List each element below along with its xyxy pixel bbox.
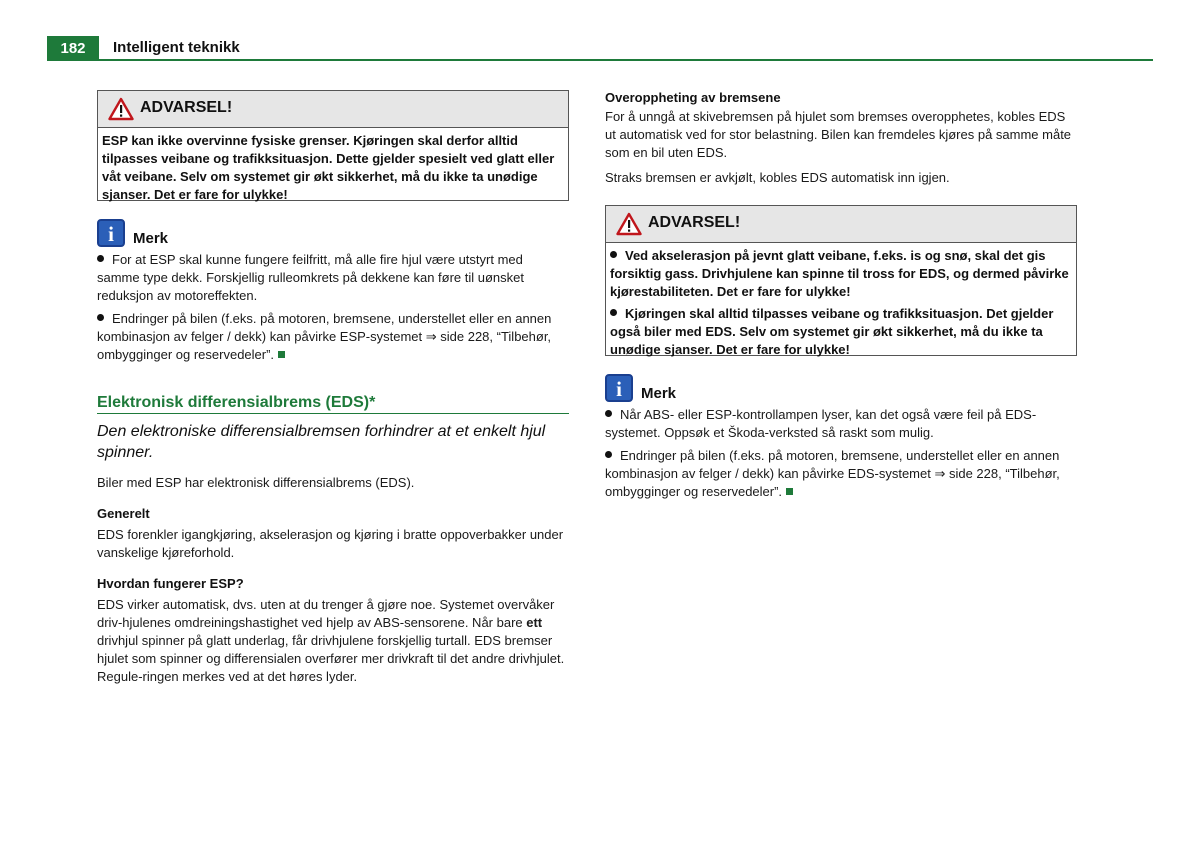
info-icon: i bbox=[605, 374, 633, 402]
warning-box-esp bbox=[97, 90, 569, 201]
warning-text: ESP kan ikke overvinne fysiske grenser. Kjøringen skal derfor alltid tilpasses veibane og trafikksituasjon. Dette gjelder spesielt ved glatt eller våt veibane. Selv om systemet gir økt sikkerhet, må du ikke ta unødige sjanser. Det er fare for ulykke! bbox=[102, 133, 555, 202]
intro-text: Biler med ESP har elektronisk differensialbrems (EDS). bbox=[97, 475, 415, 490]
info-icon: i bbox=[97, 219, 125, 247]
warning-title: ADVARSEL! bbox=[648, 214, 741, 231]
note-title: Merk bbox=[641, 385, 677, 402]
warning-header bbox=[606, 206, 1076, 243]
header-rule bbox=[47, 59, 1153, 61]
note-title: Merk bbox=[133, 230, 169, 247]
warning-triangle-icon bbox=[108, 97, 134, 121]
how-heading: Hvordan fungerer ESP? bbox=[97, 576, 244, 591]
warning-title: ADVARSEL! bbox=[140, 99, 233, 116]
note-item: Når ABS- eller ESP-kontrollampen lyser, kan det også være feil på EDS-systemet. Oppsøk et Škoda-verksted så raskt som mulig. bbox=[605, 407, 1037, 440]
section-title: Elektronisk differensialbrems (EDS)* bbox=[97, 394, 376, 411]
warning-item: Ved akselerasjon på jevnt glatt veibane, f.eks. is og snø, skal det gis forsiktig gass. Drivhjulene kan spinne til tross for EDS, og dermed påvirke kjørestabiliteten. Det er fare for ulykke! bbox=[610, 248, 1069, 299]
section-lead: Den elektroniske differensialbremsen forhindrer at et enkelt hjul spinner. bbox=[97, 423, 546, 461]
section-rule bbox=[97, 413, 569, 414]
how-text: EDS virker automatisk, dvs. uten at du trenger å gjøre noe. Systemet overvåker driv-hjulenes omdreiningshastighet ved hjelp av ABS-sensorene. Når bare ett drivhjul spinner på glatt underlag, får drivhjulene forskjellig turtall. EDS bremser hjulet som spinner og differensialen overfører mer drivkraft til det andre drivhjulet. Regule-ringen merkes ved at det høres lyder. bbox=[97, 597, 565, 684]
bullet-icon bbox=[97, 255, 104, 262]
bullet-icon bbox=[610, 309, 617, 316]
note-item: Endringer på bilen (f.eks. på motoren, bremsene, understellet eller en annen kombinasjon av felger / dekk) kan påvirke EDS-systemet ⇒ side 228, “Tilbehør, ombygginger og reservedeler”. bbox=[605, 448, 1060, 499]
bullet-icon bbox=[605, 410, 612, 417]
bullet-icon bbox=[97, 314, 104, 321]
warning-header bbox=[98, 91, 568, 128]
end-of-section-icon bbox=[278, 351, 285, 358]
warning-box-eds bbox=[605, 205, 1077, 356]
bullet-icon bbox=[610, 251, 617, 258]
bullet-icon bbox=[605, 451, 612, 458]
chapter-title: Intelligent teknikk bbox=[113, 39, 240, 56]
general-text: EDS forenkler igangkjøring, akselerasjon og kjøring i bratte oppoverbakker under vanskelige kjøreforhold. bbox=[97, 527, 564, 560]
note-item: Endringer på bilen (f.eks. på motoren, bremsene, understellet eller en annen kombinasjon av felger / dekk) kan påvirke ESP-systemet ⇒ side 228, “Tilbehør, ombygginger og reservedeler”. bbox=[97, 311, 552, 362]
note-item: For at ESP skal kunne fungere feilfritt, må alle fire hjul være utstyrt med samme type dekk. Forskjellig rulleomkrets på dekkene kan føre til uønsket reduksjon av motoreffekten. bbox=[97, 252, 525, 303]
warning-item: Kjøringen skal alltid tilpasses veibane og trafikksituasjon. Det gjelder også biler med EDS. Selv om systemet gir økt sikkerhet, må du ikke ta unødige sjanser. Det er fare for ulykke! bbox=[610, 306, 1054, 357]
page-header bbox=[47, 36, 1153, 62]
warning-triangle-icon bbox=[616, 212, 642, 236]
warning-body bbox=[606, 243, 1076, 363]
overheat-heading: Overoppheting av bremsene bbox=[605, 90, 781, 105]
note-header-left bbox=[97, 219, 569, 249]
page-number: 182 bbox=[47, 36, 99, 61]
end-of-section-icon bbox=[786, 488, 793, 495]
note-header-right bbox=[605, 374, 1077, 404]
general-heading: Generelt bbox=[97, 506, 150, 521]
overheat-text: For å unngå at skivebremsen på hjulet som bremses overopphetes, kobles EDS ut automatisk ved for stor belastning. Bilen kan fremdeles kjøres på samme måte som en bil uten EDS. bbox=[605, 109, 1072, 160]
cooled-text: Straks bremsen er avkjølt, kobles EDS automatisk inn igjen. bbox=[605, 170, 950, 185]
